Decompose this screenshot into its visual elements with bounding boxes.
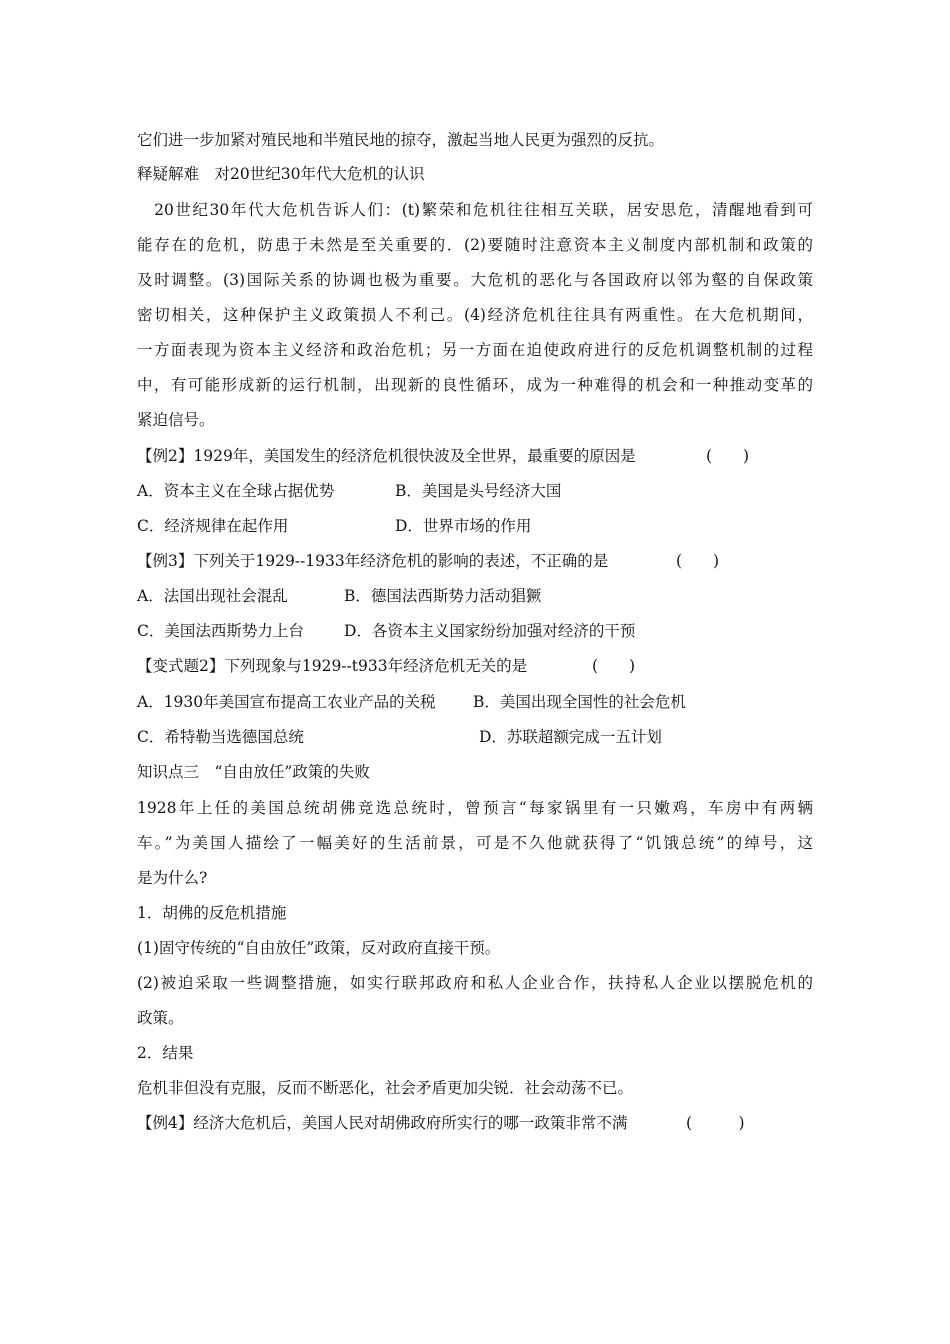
option-d: D．各资本主义国家纷纷加强对经济的干预 bbox=[344, 622, 636, 640]
list-item-continued: 政策。 bbox=[137, 1009, 184, 1027]
option-a: A．1930年美国宣布提高工农业产品的关税 bbox=[137, 693, 436, 711]
paragraph-line: 1928年上任的美国总统胡佛竞选总统时，曾预言“每家锅里有一只嫩鸡，车房中有两辆 bbox=[137, 799, 813, 817]
option-a: A．资本主义在全球占据优势 bbox=[137, 482, 335, 500]
variant-2-question: 【变式题2】下列现象与1929--t933年经济危机无关的是 bbox=[137, 657, 528, 675]
option-b: B．美国出现全国性的社会危机 bbox=[473, 693, 686, 711]
option-c: C．美国法西斯势力上台 bbox=[137, 622, 304, 640]
paragraph-line: 一方面表现为资本主义经济和政治危机；另一方面在迫使政府进行的反危机调整机制的过程 bbox=[137, 341, 813, 359]
subheading: 2．结果 bbox=[137, 1044, 194, 1062]
section-heading: 释疑解难 对20世纪30年代大危机的认识 bbox=[137, 165, 425, 183]
paragraph-line: 能存在的危机，防患于未然是至关重要的．(2)要随时注意资本主义制度内部机制和政策的 bbox=[137, 236, 813, 254]
example-4-question: 【例4】经济大危机后，美国人民对胡佛政府所实行的哪一政策非常不满 bbox=[137, 1114, 628, 1132]
paragraph-line: 中，有可能形成新的运行机制，出现新的良性循环，成为一种难得的机会和一种推动变革的 bbox=[137, 376, 813, 394]
paragraph-line: 紧迫信号。 bbox=[137, 411, 215, 429]
option-d: D．苏联超额完成一五计划 bbox=[479, 728, 662, 746]
paragraph-line: 是为什么? bbox=[137, 869, 208, 887]
paragraph-line: 20世纪30年代大危机告诉人们：(t)繁荣和危机往往相互关联，居安思危，清醒地看到可 bbox=[137, 201, 813, 219]
option-d: D．世界市场的作用 bbox=[395, 517, 532, 535]
answer-blank: ( ) bbox=[706, 447, 750, 465]
example-3-question: 【例3】下列关于1929--1933年经济危机的影响的表述，不正确的是 bbox=[137, 552, 609, 570]
option-a: A．法国出现社会混乱 bbox=[137, 587, 288, 605]
answer-blank: ( ) bbox=[676, 552, 720, 570]
option-c: C．希特勒当选德国总统 bbox=[137, 728, 304, 746]
paragraph-line: 车。”为美国人描绘了一幅美好的生活前景，可是不久他就获得了“饥饿总统”的绰号，这 bbox=[137, 834, 813, 852]
list-item: (2)被迫采取一些调整措施，如实行联邦政府和私人企业合作，扶持私人企业以摆脱危机的 bbox=[137, 974, 813, 992]
option-c: C．经济规律在起作用 bbox=[137, 517, 289, 535]
text-line: 它们进一步加紧对殖民地和半殖民地的掠夺，激起当地人民更为强烈的反抗。 bbox=[137, 131, 665, 149]
example-2-question: 【例2】1929年，美国发生的经济危机很快波及全世界，最重要的原因是 bbox=[137, 447, 636, 465]
list-item: (1)固守传统的“自由放任”政策，反对政府直接干预。 bbox=[137, 939, 501, 957]
text-line: 危机非但没有克服，反而不断恶化，社会矛盾更加尖锐．社会动荡不已。 bbox=[137, 1079, 634, 1097]
answer-blank: ( ) bbox=[592, 657, 636, 675]
answer-blank: ( ) bbox=[686, 1114, 745, 1132]
paragraph-line: 及时调整。(3)国际关系的协调也极为重要。大危机的恶化与各国政府以邻为壑的自保政策 bbox=[137, 271, 813, 289]
knowledge-point-heading: 知识点三 “自由放任”政策的失败 bbox=[137, 763, 370, 781]
subheading: 1．胡佛的反危机措施 bbox=[137, 904, 287, 922]
option-b: B．美国是头号经济大国 bbox=[395, 482, 562, 500]
paragraph-line: 密切相关，这种保护主义政策损人不利己。(4)经济危机往往具有两重性。在大危机期间， bbox=[137, 306, 813, 324]
option-b: B．德国法西斯势力活动猖獗 bbox=[344, 587, 542, 605]
